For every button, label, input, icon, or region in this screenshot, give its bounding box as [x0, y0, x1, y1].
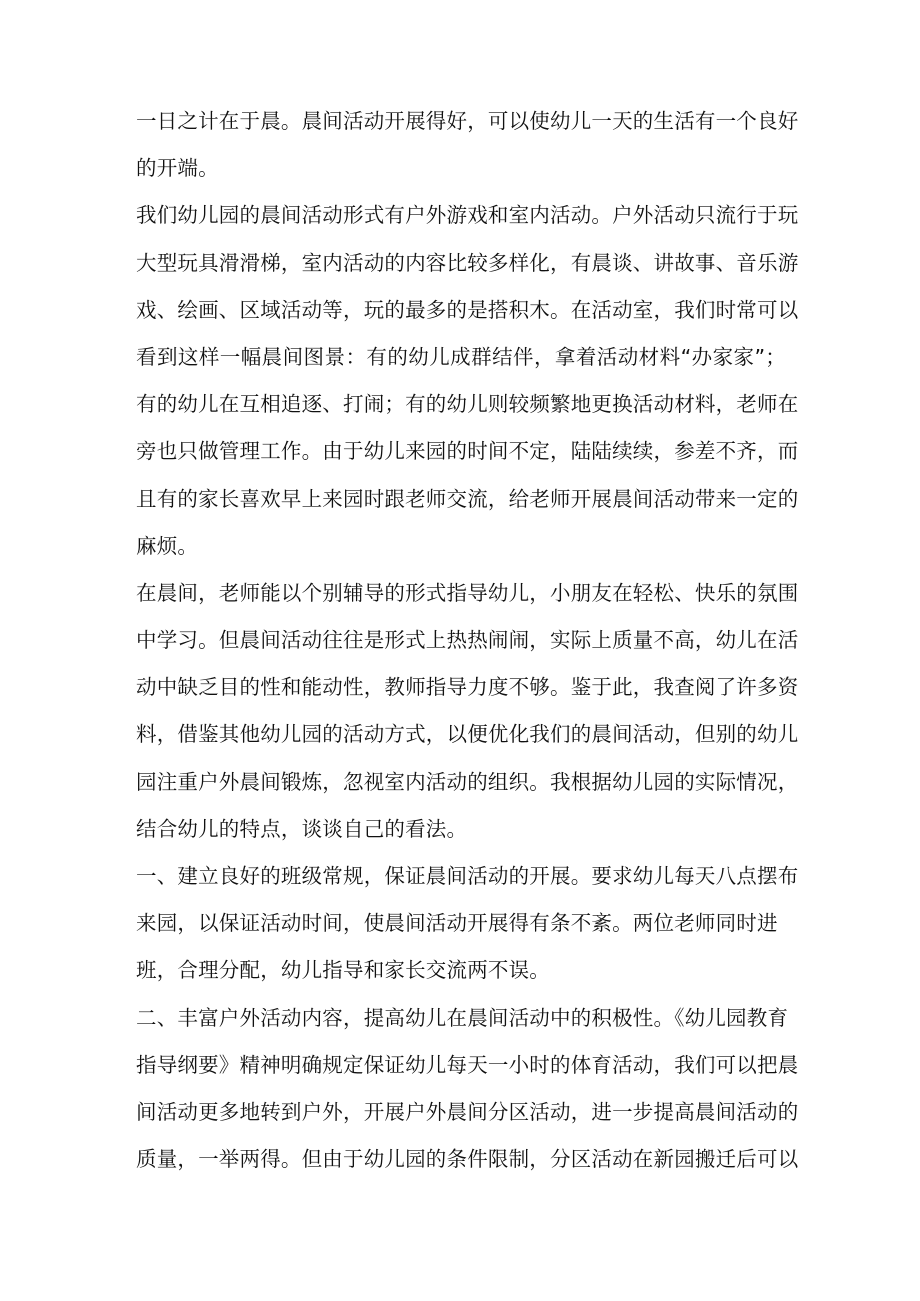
text-line: 大型玩具滑滑梯，室内活动的内容比较多样化，有晨谈、讲故事、音乐游	[136, 250, 799, 275]
text-line: 且有的家长喜欢早上来园时跟老师交流，给老师开展晨间活动带来一定的	[136, 486, 799, 511]
text-line: 戏、绘画、区域活动等，玩的最多的是搭积木。在活动室，我们时常可以	[136, 297, 799, 322]
text-line: 有的幼儿在互相追逐、打闹；有的幼儿则较频繁地更换活动材料，老师在	[136, 392, 799, 417]
text-line: 我们幼儿园的晨间活动形式有户外游戏和室内活动。户外活动只流行于玩	[136, 203, 799, 228]
text-line: 的开端。	[136, 156, 219, 181]
text-line: 园注重户外晨间锻炼，忽视室内活动的组织。我根据幼儿园的实际情况，	[136, 769, 799, 794]
text-line: 间活动更多地转到户外，开展户外晨间分区活动，进一步提高晨间活动的	[136, 1099, 799, 1124]
text-line: 来园，以保证活动时间，使晨间活动开展得有条不紊。两位老师同时进	[136, 911, 778, 936]
text-line: 班，合理分配，幼儿指导和家长交流两不误。	[136, 958, 550, 983]
text-line: 看到这样一幅晨间图景：有的幼儿成群结伴，拿着活动材料“办家家”；	[136, 344, 786, 369]
text-line: 旁也只做管理工作。由于幼儿来园的时间不定，陆陆续续，参差不齐，而	[136, 439, 799, 464]
text-line: 一日之计在于晨。晨间活动开展得好，可以使幼儿一天的生活有一个良好	[136, 109, 799, 133]
text-line: 动中缺乏目的性和能动性，教师指导力度不够。鉴于此，我查阅了许多资	[136, 675, 799, 700]
text-line: 中学习。但晨间活动往往是形式上热热闹闹，实际上质量不高，幼儿在活	[136, 628, 799, 653]
text-line: 一、建立良好的班级常规，保证晨间活动的开展。要求幼儿每天八点摆布	[136, 864, 799, 888]
document-body	[136, 98, 799, 1183]
text-line: 二、丰富户外活动内容，提高幼儿在晨间活动中的积极性。《幼儿园教育	[136, 1005, 789, 1030]
text-line: 麻烦。	[136, 533, 199, 558]
text-line: 质量，一举两得。但由于幼儿园的条件限制，分区活动在新园搬迁后可以	[136, 1147, 799, 1172]
text-line: 结合幼儿的特点，谈谈自己的看法。	[136, 816, 468, 841]
text-line: 在晨间，老师能以个别辅导的形式指导幼儿，小朋友在轻松、快乐的氛围	[136, 580, 799, 605]
text-line: 料，借鉴其他幼儿园的活动方式，以便优化我们的晨间活动，但别的幼儿	[136, 722, 799, 747]
text-line: 指导纲要》精神明确规定保证幼儿每天一小时的体育活动，我们可以把晨	[136, 1052, 799, 1077]
